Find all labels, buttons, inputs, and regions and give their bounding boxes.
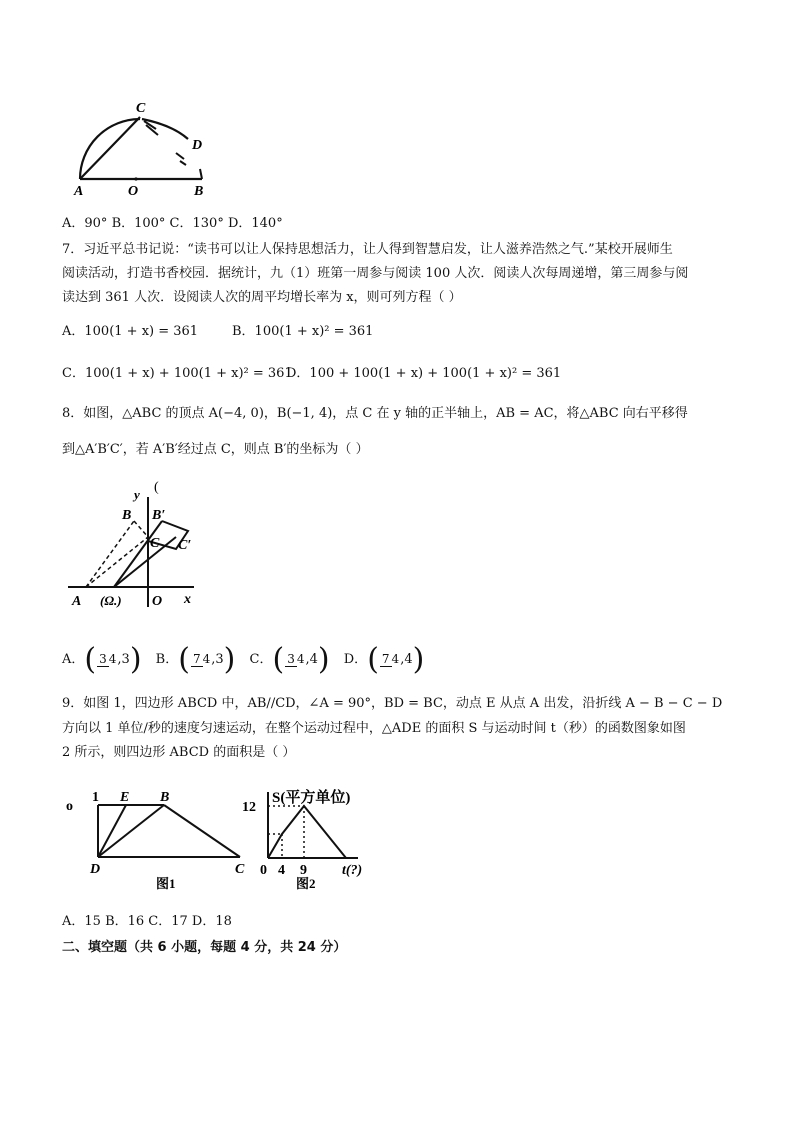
q8-option-b-den: 4: [202, 652, 211, 666]
q8-option-c-num: 3: [287, 652, 295, 666]
q7-stem-line2: 阅读活动，打造书香校园．据统计，九（1）班第一周参与阅读 100 人次．阅读人次每周递增，第三周参与阅: [62, 266, 689, 281]
q9-stem-line3: 2 所示，则四边形 ABCD 的面积是（ ）: [62, 745, 296, 760]
q8-option-c-y: 4: [309, 652, 318, 667]
q8-option-a-num: 3: [99, 652, 107, 666]
fig6-label-O: O: [128, 184, 139, 199]
q8-fig-label-paren: (: [154, 480, 159, 495]
q9-fig1-label-D: D: [90, 862, 101, 877]
q7-stem-line3: 读达到 361 人次．设阅读人次的周平均增长率为 x，则可列方程（ ）: [62, 290, 462, 305]
q8-option-d-den: 4: [391, 652, 400, 666]
fig6-label-B: B: [194, 184, 204, 199]
q9-fig1-label-E: E: [120, 790, 130, 805]
q9-fig2-label-9: 9: [300, 863, 307, 878]
q9-fig1-label-B: B: [160, 790, 170, 805]
q9-fig2-label-4: 4: [278, 863, 285, 878]
q8-option-d-num: 7: [381, 652, 390, 666]
section-2-title: 二、填空题（共 6 小题，每题 4 分，共 24 分）: [62, 940, 347, 955]
q9-fig2-label-0: 0: [260, 863, 267, 878]
q6-options: A．90° B．100° C．130° D．140°: [62, 216, 283, 231]
q9-figure-2: [238, 778, 398, 898]
q8-option-c-den: 4: [296, 652, 305, 666]
q8-fig-label-x: x: [184, 592, 191, 607]
q8-option-a-letter: A．: [62, 652, 85, 667]
fig6-label-D: D: [192, 138, 203, 153]
q8-stem-line2: 到△A′B′C′，若 A′B′经过点 C，则点 B′的坐标为（ ）: [62, 442, 369, 457]
q8-option-b-y: 3: [215, 652, 224, 667]
q8-option-a: A．( 3 4,3): [62, 640, 142, 680]
fig6-label-C: C: [136, 101, 146, 116]
q9-fig2-label-t: t(?): [342, 863, 363, 878]
q8-fig-label-y: y: [134, 487, 140, 502]
q9-figure-1: [60, 785, 260, 895]
q9-fig1-caption: 图1: [156, 876, 176, 891]
q8-option-b-num: 7: [192, 652, 201, 666]
fig6-label-A: A: [74, 184, 84, 199]
q8-option-b: B．( 7 4,3): [156, 640, 236, 680]
q9-stem-line2: 方向以 1 单位/秒的速度匀速运动，在整个运动过程中，△ADE 的面积 S 与运动时间 t（秒）的函数图象如图: [62, 721, 686, 736]
q8-options: [62, 640, 424, 680]
q9-fig1-label-A: 1: [92, 790, 99, 805]
q9-stem-line1: 9．如图 1，四边形 ABCD 中，AB//CD，∠A = 90°，BD = BC，动点 E 从点 A 出发，沿折线 A − B − C − D: [62, 696, 723, 711]
q8-option-c-letter: C．: [249, 652, 273, 667]
q6-figure: [60, 95, 220, 205]
q8-fig-label-O: O: [152, 594, 163, 609]
q8-option-a-den: 4: [108, 652, 117, 666]
q8-option-d-y: 4: [404, 652, 413, 667]
q8-option-d-letter: D．: [343, 652, 368, 667]
q9-fig2-caption: 图2: [296, 876, 316, 891]
q8-fig-label-A: A: [72, 594, 82, 609]
q8-figure: [62, 475, 212, 615]
q8-fig-label-C-prime: C′: [178, 538, 192, 553]
q8-option-c: C．( 3 4,4): [250, 640, 330, 680]
q7-option-c: C．100(1 + x) + 100(1 + x)² = 361: [62, 366, 293, 381]
q9-fig2-label-12: 12: [242, 800, 256, 815]
q7-stem-line1: 7．习近平总书记说：“读书可以让人保持思想活力，让人得到智慧启发，让人滋养浩然之气.”某校开展师生: [62, 242, 673, 257]
q7-option-a: A．100(1 + x) = 361: [62, 324, 199, 339]
q9-options: A．15 B．16 C．17 D．18: [62, 914, 232, 929]
q9-fig1-label-C: C: [235, 862, 245, 877]
q9-fig1-label-o: o: [66, 799, 73, 814]
q8-stem-line1: 8．如图，△ABC 的顶点 A(−4, 0)，B(−1, 4)，点 C 在 y 轴的正半轴上，AB = AC，将△ABC 向右平移得: [62, 406, 688, 421]
q7-option-d: D．100 + 100(1 + x) + 100(1 + x)² = 361: [286, 366, 562, 381]
q8-fig-label-A-prime: (Ω.): [100, 593, 122, 608]
q8-option-a-y: 3: [121, 652, 130, 667]
q7-option-b: B．100(1 + x)² = 361: [232, 324, 374, 339]
q9-fig2-label-S: S(平方单位): [272, 790, 351, 806]
q8-fig-label-B: B: [122, 508, 132, 523]
q8-option-b-letter: B．: [155, 652, 179, 667]
q8-fig-label-C: C: [150, 536, 160, 551]
q8-option-d: D．( 7 4,4): [344, 640, 425, 680]
q8-fig-label-B-prime: B′: [152, 508, 166, 523]
